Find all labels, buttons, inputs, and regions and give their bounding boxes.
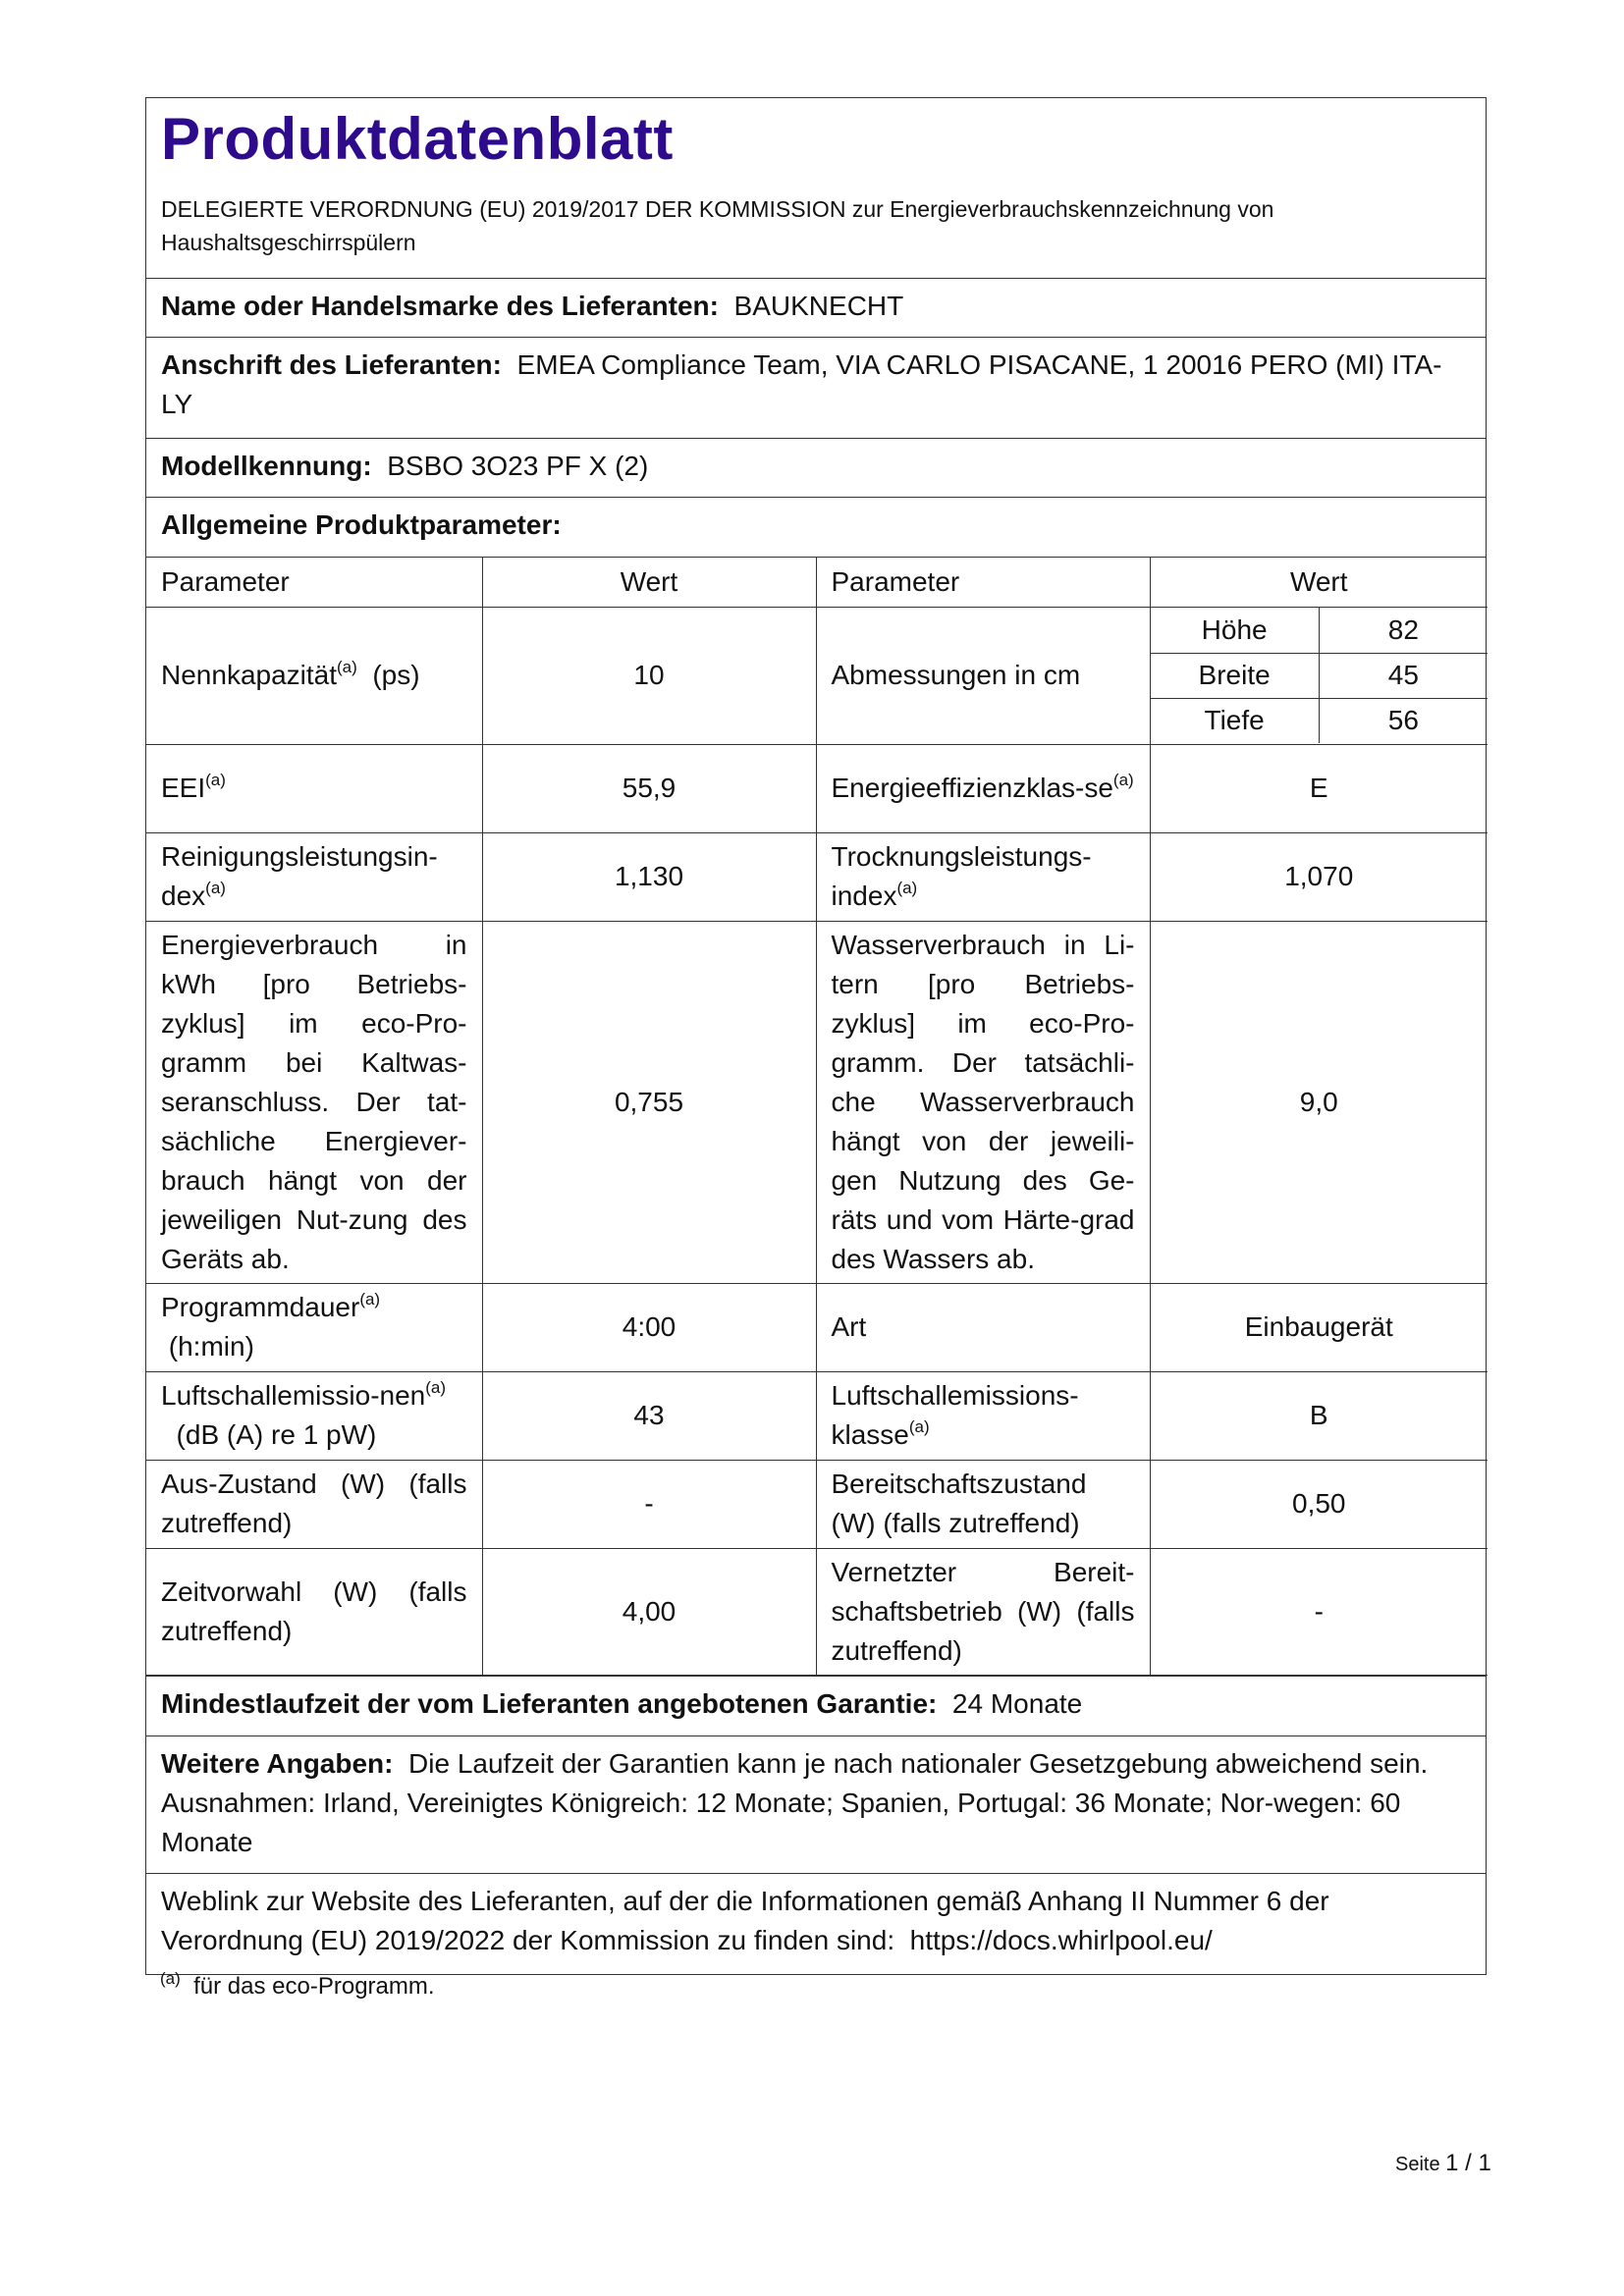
footnote-mark: (a) bbox=[205, 879, 226, 897]
col-header-parameter: Parameter bbox=[816, 558, 1150, 607]
param-value: 4,00 bbox=[482, 1548, 816, 1675]
model-label: Modellkennung: bbox=[161, 451, 372, 481]
regulation-subtitle: DELEGIERTE VERORDNUNG (EU) 2019/2017 DER KOMMISSION zur Energieverbrauchskennzeichnung von Haushaltsgeschirrspülern bbox=[161, 196, 1274, 255]
param-value: 1,070 bbox=[1150, 832, 1488, 921]
param-label bbox=[146, 607, 482, 744]
table-header-row bbox=[146, 558, 1488, 607]
weblink-text: Weblink zur Website des Lieferanten, auf der die Informationen gemäß Anhang II Nummer 6 der Verordnung (EU) 2019/2022 der Kommission zu finden sind: bbox=[161, 1885, 1329, 1955]
supplier-address-value: EMEA Compliance Team, VIA CARLO PISACANE, 1 20016 PERO (MI) ITA-LY bbox=[161, 349, 1442, 419]
table-row bbox=[146, 921, 1488, 1283]
param-label bbox=[816, 832, 1150, 921]
warranty-row bbox=[146, 1677, 1486, 1736]
param-label bbox=[816, 744, 1150, 832]
dimension-label: Tiefe bbox=[1151, 698, 1320, 743]
warranty-value: 24 Monate bbox=[951, 1687, 1083, 1719]
param-label: Vernetzter Bereit-schaftsbetrieb (W) (falls zutreffend) bbox=[816, 1548, 1150, 1675]
param-label bbox=[146, 1371, 482, 1460]
footnote-mark: (a) bbox=[337, 658, 357, 676]
param-value: 1,130 bbox=[482, 832, 816, 921]
dimension-label: Höhe bbox=[1151, 608, 1320, 653]
page-number bbox=[1395, 2150, 1491, 2177]
footnote bbox=[160, 1969, 435, 2001]
dimension-row bbox=[1151, 653, 1489, 698]
additional-info-row bbox=[146, 1736, 1486, 1874]
param-label-text: Luftschallemissions-klasse bbox=[831, 1380, 1079, 1450]
footnote-mark: (a) bbox=[160, 1969, 181, 1988]
footnote-text: für das eco-Programm. bbox=[193, 1973, 435, 2000]
param-label-text: Programmdauer bbox=[161, 1292, 360, 1322]
param-unit: (dB (A) re 1 pW) bbox=[161, 1419, 377, 1450]
param-value: - bbox=[1150, 1548, 1488, 1675]
col-header-value: Wert bbox=[1150, 558, 1488, 607]
header-section bbox=[146, 98, 1486, 279]
table-row bbox=[146, 1283, 1488, 1371]
param-value: 0,50 bbox=[1150, 1460, 1488, 1548]
parameters-table-section bbox=[146, 558, 1486, 1677]
dimension-value: 82 bbox=[1319, 608, 1488, 653]
param-label bbox=[816, 1371, 1150, 1460]
param-value: Einbaugerät bbox=[1150, 1283, 1488, 1371]
param-label: Bereitschaftszustand (W) (falls zutreffend) bbox=[816, 1460, 1150, 1548]
footnote-mark: (a) bbox=[896, 879, 918, 897]
table-row bbox=[146, 1460, 1488, 1548]
page-number-value: 1 / 1 bbox=[1445, 2150, 1491, 2176]
param-label-text: EEI bbox=[161, 773, 206, 803]
param-label-text: Trocknungsleistungs-index bbox=[831, 841, 1092, 911]
param-value: B bbox=[1150, 1371, 1488, 1460]
footnote-mark: (a) bbox=[205, 771, 226, 789]
supplier-name-value: BAUKNECHT bbox=[733, 291, 904, 321]
general-parameters-heading: Allgemeine Produktparameter: bbox=[161, 509, 562, 540]
param-value: 55,9 bbox=[482, 744, 816, 832]
parameters-table bbox=[146, 558, 1488, 1676]
additional-info-value: Die Laufzeit der Garantien kann je nach nationaler Gesetzgebung abweichend sein. Ausnahmen: Irland, Vereinigtes Königreich: 12 Monate; Spanien, Portugal: 36 Monate; Nor-wegen: 60 Monate bbox=[161, 1747, 1429, 1857]
param-value: 4:00 bbox=[482, 1283, 816, 1371]
col-header-value: Wert bbox=[482, 558, 816, 607]
table-row bbox=[146, 1548, 1488, 1675]
model-value: BSBO 3O23 PF X (2) bbox=[387, 451, 649, 481]
table-row bbox=[146, 1371, 1488, 1460]
weblink-row bbox=[146, 1874, 1486, 1974]
param-label: Zeitvorwahl (W) (falls zutreffend) bbox=[146, 1548, 482, 1675]
param-value: 9,0 bbox=[1150, 921, 1488, 1283]
dimensions-cell bbox=[1150, 607, 1488, 744]
supplier-address-row bbox=[146, 338, 1486, 439]
warranty-label: Mindestlaufzeit der vom Lieferanten angebotenen Garantie: bbox=[161, 1687, 938, 1719]
param-value: 10 bbox=[482, 607, 816, 744]
additional-info-label: Weitere Angaben: bbox=[161, 1747, 394, 1779]
footnote-mark: (a) bbox=[425, 1378, 447, 1397]
param-unit: (ps) bbox=[356, 660, 420, 690]
weblink-url[interactable]: https://docs.whirlpool.eu/ bbox=[909, 1924, 1213, 1955]
dimension-value: 45 bbox=[1319, 653, 1488, 698]
param-value: E bbox=[1150, 744, 1488, 832]
param-label bbox=[146, 744, 482, 832]
dimension-row bbox=[1151, 698, 1489, 743]
table-row bbox=[146, 744, 1488, 832]
page-title: Produktdatenblatt bbox=[161, 106, 674, 172]
col-header-parameter: Parameter bbox=[146, 558, 482, 607]
dimension-value: 56 bbox=[1387, 705, 1419, 736]
page-label: Seite bbox=[1395, 2154, 1440, 2175]
footnote-mark: (a) bbox=[908, 1417, 930, 1436]
table-row bbox=[146, 832, 1488, 921]
param-value: 43 bbox=[482, 1371, 816, 1460]
dimension-label: Breite bbox=[1151, 653, 1320, 698]
param-label-text: Energieeffizienzklas-se bbox=[831, 773, 1113, 803]
param-label-text: Reinigungsleistungsin-dex bbox=[161, 841, 438, 911]
model-row bbox=[146, 439, 1486, 498]
param-value: 0,755 bbox=[482, 921, 816, 1283]
param-label: Aus-Zustand (W) (falls zutreffend) bbox=[146, 1460, 482, 1548]
param-label bbox=[146, 832, 482, 921]
dimensions-table bbox=[1151, 608, 1489, 743]
param-label-text: Nennkapazität bbox=[161, 660, 338, 690]
param-label bbox=[146, 1283, 482, 1371]
dimension-row bbox=[1151, 608, 1489, 653]
param-label: Wasserverbrauch in Li-tern [pro Betriebs-zyklus] im eco-Pro-gramm. Der tatsächli-che Wasserverbrauch hängt von der jeweili-gen Nutzung des Ge-räts und vom Härte-grad des Wassers ab. bbox=[816, 921, 1150, 1283]
supplier-name-label: Name oder Handelsmarke des Lieferanten: bbox=[161, 291, 719, 321]
param-unit: (h:min) bbox=[161, 1331, 254, 1362]
table-row bbox=[146, 607, 1488, 744]
supplier-name-row bbox=[146, 279, 1486, 338]
supplier-address-label: Anschrift des Lieferanten: bbox=[161, 349, 502, 380]
footnote-mark: (a) bbox=[1112, 771, 1134, 789]
param-label: Energieverbrauch in kWh [pro Betriebs-zyklus] im eco-Pro-gramm bei Kaltwas-seranschluss. Der tat-sächliche Energiever-brauch hängt von der jeweiligen Nut-zung des Geräts ab. bbox=[146, 921, 482, 1283]
product-data-sheet bbox=[145, 97, 1487, 1975]
param-value: - bbox=[482, 1460, 816, 1548]
param-label-text: Luftschallemissio-nen bbox=[161, 1380, 426, 1411]
general-parameters-heading-row bbox=[146, 498, 1486, 558]
param-label: Art bbox=[816, 1283, 1150, 1371]
param-label: Abmessungen in cm bbox=[816, 607, 1150, 744]
footnote-mark: (a) bbox=[359, 1290, 381, 1308]
